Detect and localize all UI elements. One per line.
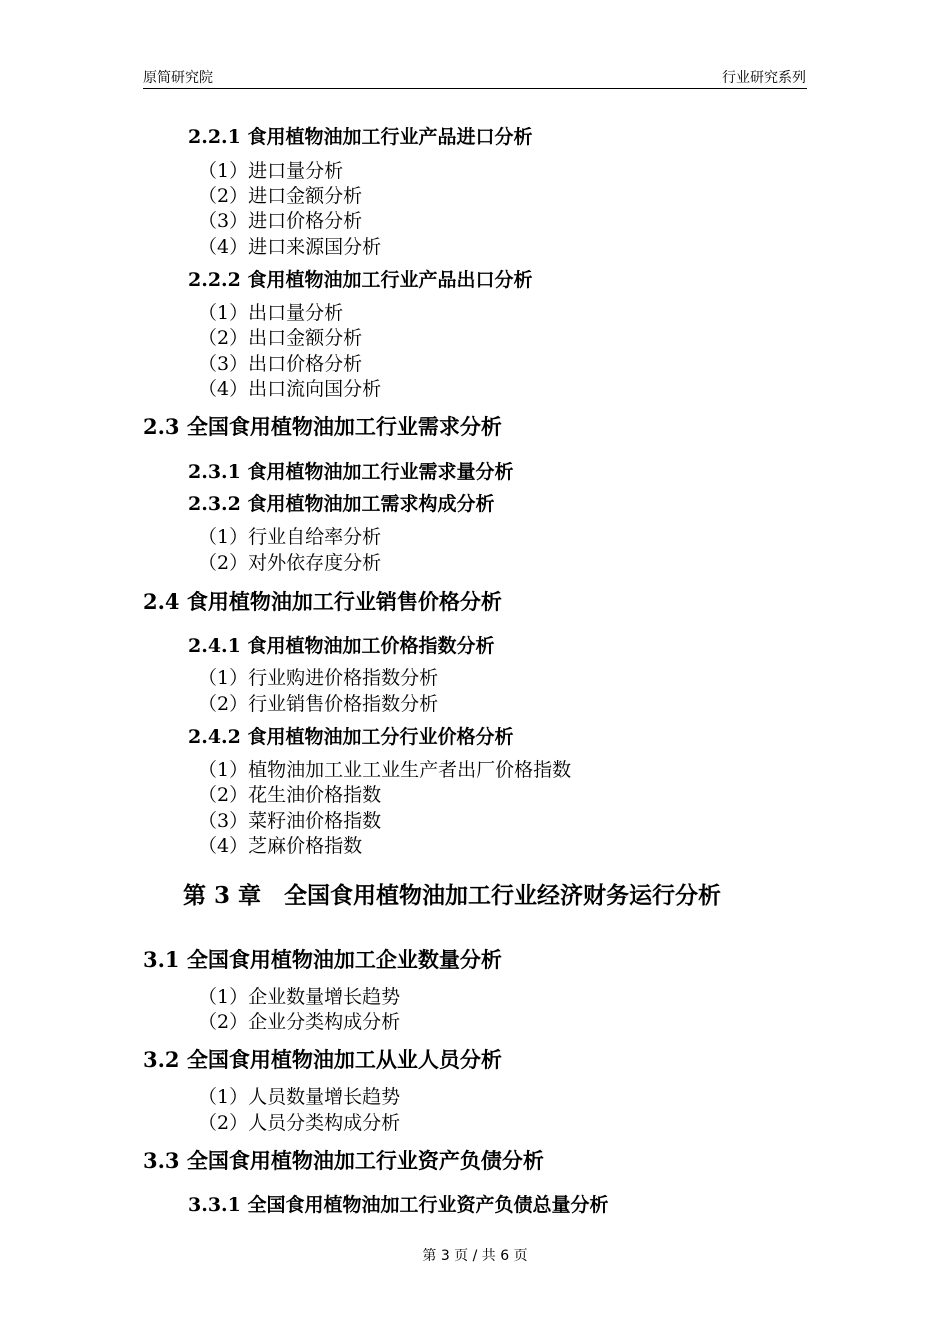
toc-item: （1）行业自给率分析: [198, 526, 382, 548]
toc-heading-3: 2.4.2 食用植物油加工分行业价格分析: [188, 726, 514, 748]
toc-item: （1）行业购进价格指数分析: [198, 667, 439, 689]
toc-heading-2: 2.4 食用植物油加工行业销售价格分析: [143, 589, 502, 614]
toc-item: （2）企业分类构成分析: [198, 1011, 401, 1033]
header-institute: 原简研究院: [143, 70, 213, 86]
toc-item: （1）植物油加工业工业生产者出厂价格指数: [198, 759, 572, 781]
toc-item: （1）企业数量增长趋势: [198, 986, 401, 1008]
toc-item: （1）人员数量增长趋势: [198, 1086, 401, 1108]
toc-heading-3: 3.3.1 全国食用植物油加工行业资产负债总量分析: [188, 1194, 609, 1216]
toc-item: （3）菜籽油价格指数: [198, 810, 382, 832]
toc-item: （1）进口量分析: [198, 160, 344, 182]
toc-item: （2）行业销售价格指数分析: [198, 693, 439, 715]
toc-item: （4）芝麻价格指数: [198, 835, 363, 857]
toc-item: （4）出口流向国分析: [198, 378, 382, 400]
toc-item: （1）出口量分析: [198, 302, 344, 324]
toc-heading-3: 2.3.2 食用植物油加工需求构成分析: [188, 493, 495, 515]
toc-item: （2）花生油价格指数: [198, 784, 382, 806]
toc-heading-3: 2.4.1 食用植物油加工价格指数分析: [188, 635, 495, 657]
toc-item: （2）进口金额分析: [198, 185, 363, 207]
chapter-title: 第 3 章 全国食用植物油加工行业经济财务运行分析: [183, 882, 722, 909]
header-series: 行业研究系列: [722, 70, 806, 86]
toc-item: （4）进口来源国分析: [198, 236, 382, 258]
toc-heading-3: 2.2.2 食用植物油加工行业产品出口分析: [188, 269, 533, 291]
header-divider: [143, 88, 807, 89]
toc-heading-2: 2.3 全国食用植物油加工行业需求分析: [143, 414, 502, 439]
toc-heading-2: 3.1 全国食用植物油加工企业数量分析: [143, 947, 502, 972]
toc-item: （2）出口金额分析: [198, 327, 363, 349]
toc-heading-2: 3.3 全国食用植物油加工行业资产负债分析: [143, 1148, 544, 1173]
toc-heading-3: 2.2.1 食用植物油加工行业产品进口分析: [188, 126, 533, 148]
toc-heading-3: 2.3.1 食用植物油加工行业需求量分析: [188, 461, 514, 483]
toc-item: （2）人员分类构成分析: [198, 1112, 401, 1134]
toc-item: （2）对外依存度分析: [198, 552, 382, 574]
toc-item: （3）进口价格分析: [198, 210, 363, 232]
page-number: 第 3 页 / 共 6 页: [422, 1248, 528, 1264]
toc-item: （3）出口价格分析: [198, 353, 363, 375]
toc-heading-2: 3.2 全国食用植物油加工从业人员分析: [143, 1047, 502, 1072]
